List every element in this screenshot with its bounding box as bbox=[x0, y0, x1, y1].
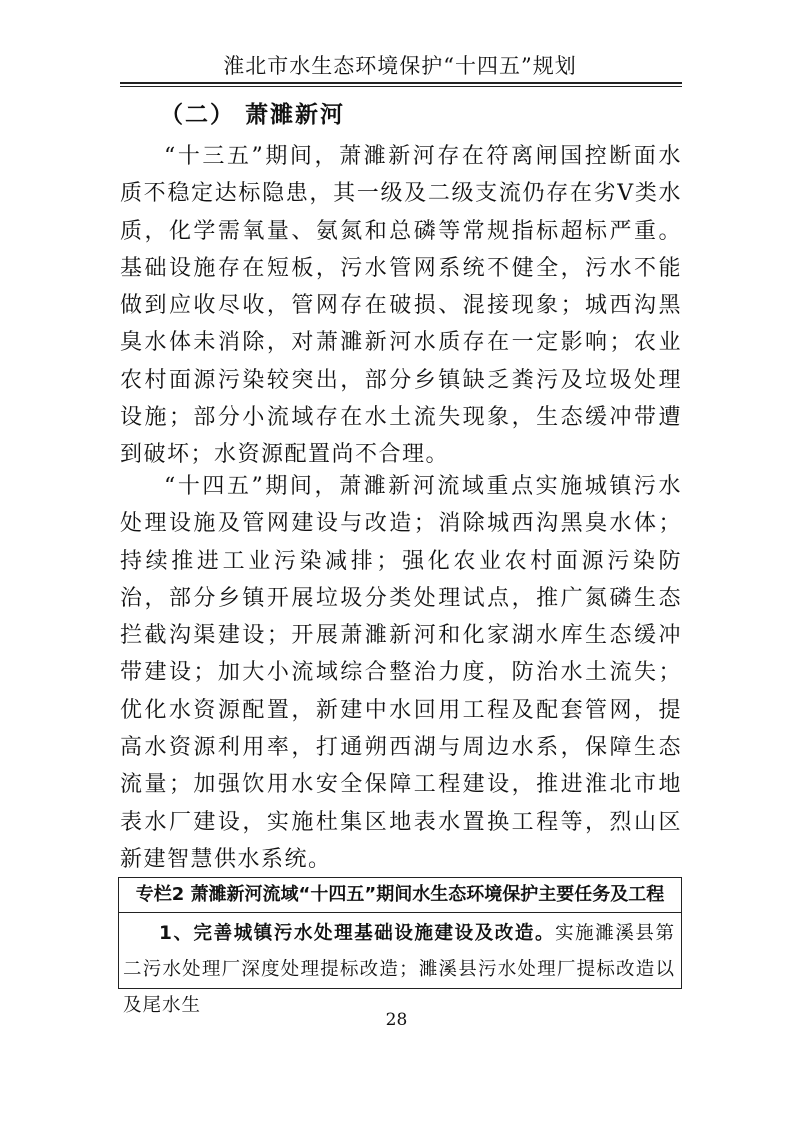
feature-box-item-text: 实施濉溪县第二污水处理厂深度处理提标改造；濉溪县污水处理厂提标改造以及尾水生 bbox=[123, 923, 675, 1016]
page-header-title: 淮北市水生态环境保护“十四五”规划 bbox=[223, 54, 577, 78]
feature-box bbox=[118, 877, 682, 1016]
feature-box-item bbox=[123, 916, 675, 1024]
header-rule-thin bbox=[120, 86, 682, 87]
header-rule-thick bbox=[120, 82, 682, 84]
paragraph-14th-plan: “十四五”期间，萧濉新河流域重点实施城镇污水处理设施及管网建设与改造；消除城西沟黑臭水体；持续推进工业污染减排；强化农业农村面源污染防治，部分乡镇开展垃圾分类处理试点，推广氮磷生态拦截沟渠建设；开展萧濉新河和化家湖水库生态缓冲带建设；加大小流域综合整治力度，防治水土流失；优化水资源配置，新建中水回用工程及配套管网，提高水资源利用率，打通朔西湖与周边水系，保障生态流量；加强饮用水安全保障工程建设，推进淮北市地表水厂建设，实施杜集区地表水置换工程等，烈山区新建智慧供水系统。 bbox=[120, 474, 682, 872]
page-number: 28 bbox=[385, 1010, 408, 1030]
feature-box-item-heading: 1、完善城镇污水处理基础设施建设及改造。 bbox=[159, 923, 556, 944]
section-heading: （二） 萧濉新河 bbox=[160, 102, 346, 128]
feature-box-title: 专栏2 萧濉新河流域“十四五”期间水生态环境保护主要任务及工程 bbox=[119, 878, 681, 913]
paragraph-13th-plan: “十三五”期间，萧濉新河存在符离闸国控断面水质不稳定达标隐患，其一级及二级支流仍存在劣Ⅴ类水质，化学需氧量、氨氮和总磷等常规指标超标严重。基础设施存在短板，污水管网系统不健全，污水不能做到应收尽收，管网存在破损、混接现象；城西沟黑臭水体未消除，对萧濉新河水质存在一定影响；农业农村面源污染较突出，部分乡镇缺乏粪污及垃圾处理设施；部分小流域存在水土流失现象，生态缓冲带遭到破坏；水资源配置尚不合理。 bbox=[120, 144, 682, 468]
